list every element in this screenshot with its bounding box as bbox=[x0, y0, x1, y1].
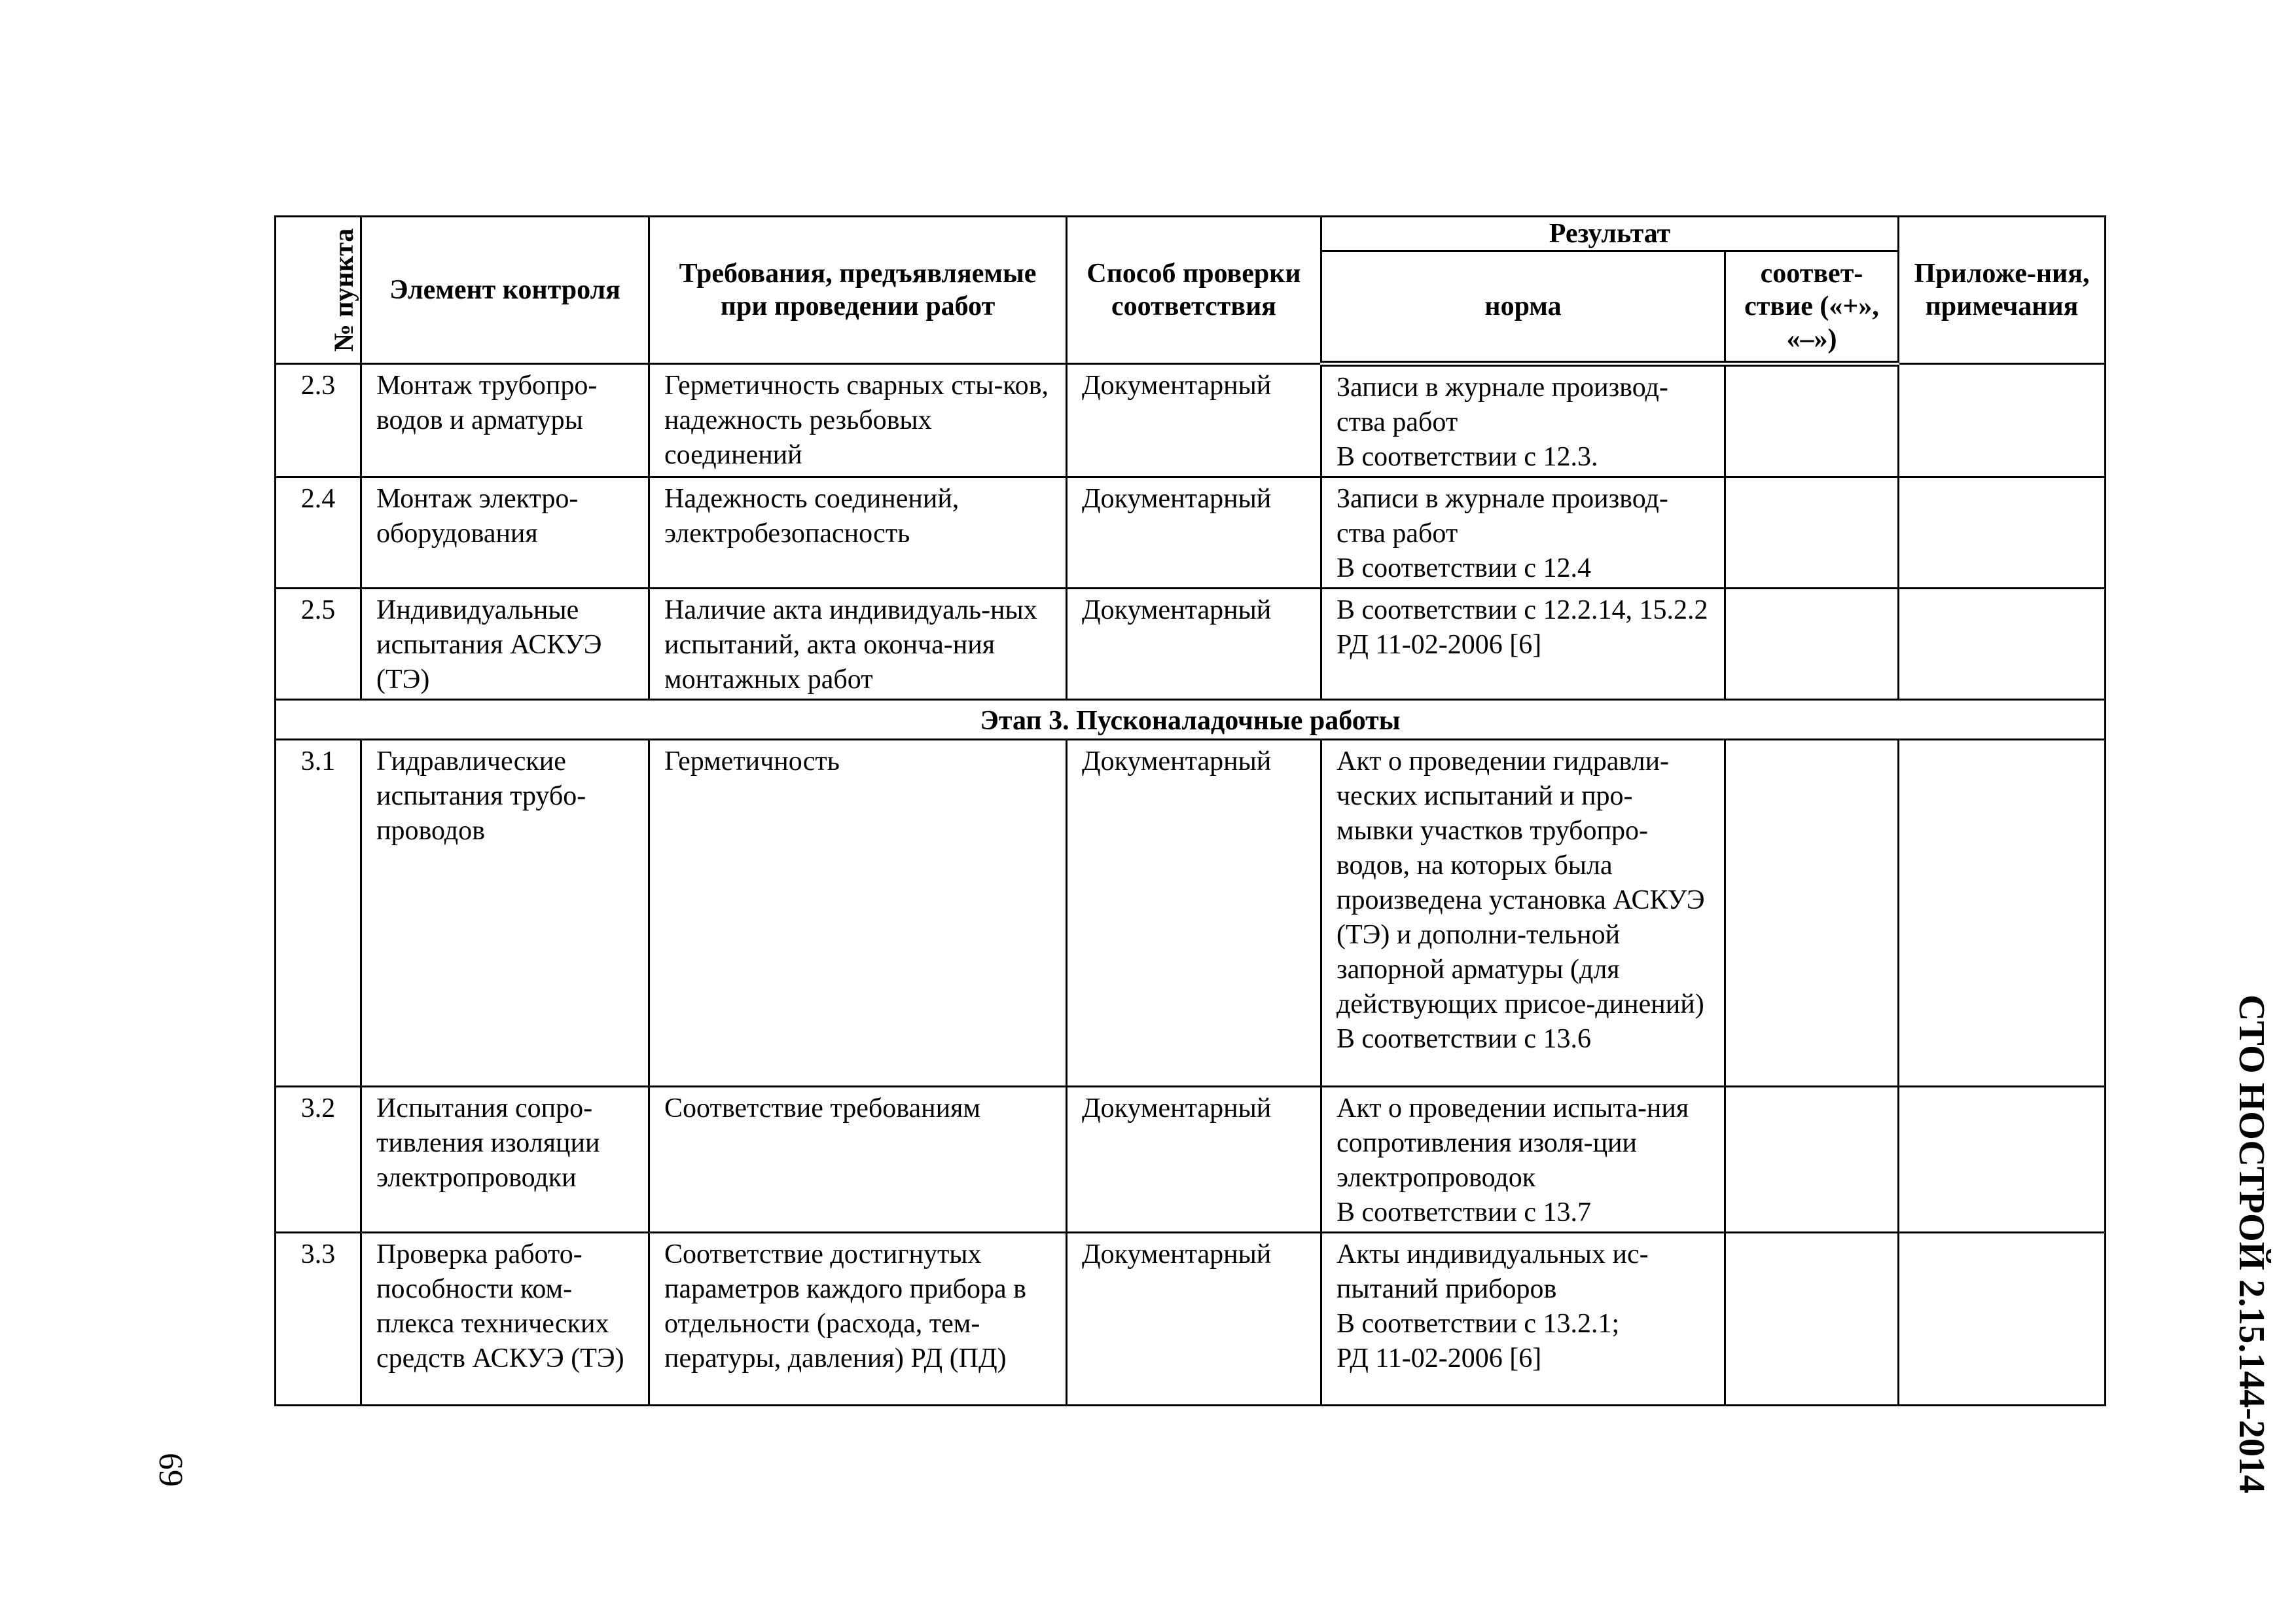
cell-compliance bbox=[1725, 477, 1899, 589]
cell-num: 3.2 bbox=[276, 1087, 361, 1233]
cell-compliance bbox=[1725, 740, 1899, 1087]
table-row bbox=[276, 1087, 2106, 1233]
cell-requirements: Герметичность bbox=[649, 740, 1067, 1087]
cell-method: Документарный bbox=[1067, 740, 1321, 1087]
cell-norm-line: Акт о проведении гидравли-ческих испытаний и про-мывки участков трубопро-водов, на которых была произведена установка АСКУЭ (ТЭ) и дополни-тельной запорной арматуры (для действующих присое-динений) bbox=[1336, 746, 1705, 1019]
stage-row bbox=[276, 700, 2106, 740]
cell-element: Монтаж трубопро-водов и арматуры bbox=[361, 364, 649, 477]
header-num-label: № пункта bbox=[329, 228, 360, 352]
cell-method: Документарный bbox=[1067, 477, 1321, 589]
cell-norm-line: В соответствии с 12.3. bbox=[1336, 442, 1598, 472]
table-row bbox=[276, 477, 2106, 589]
cell-requirements: Соответствие достигнутых параметров каждого прибора в отдельности (расхода, тем-пературы, давления) РД (ПД) bbox=[649, 1233, 1067, 1406]
cell-norm-line: Записи в журнале производ-ства работ bbox=[1336, 484, 1668, 549]
document-side-title: СТО НОСТРОЙ 2.15.144-2014 bbox=[2231, 994, 2272, 1493]
cell-compliance bbox=[1725, 1087, 1899, 1233]
cell-num: 3.1 bbox=[276, 740, 361, 1087]
cell-norm-line: В соответствии с 12.4 bbox=[1336, 553, 1591, 583]
header-method: Способ проверки соответствия bbox=[1067, 217, 1321, 364]
table-row bbox=[276, 1233, 2106, 1406]
cell-requirements: Соответствие требованиям bbox=[649, 1087, 1067, 1233]
header-result: Результат bbox=[1321, 217, 1899, 251]
cell-norm-line: Записи в журнале производ-ства работ bbox=[1336, 373, 1668, 437]
table-row bbox=[276, 740, 2106, 1087]
header-num bbox=[276, 217, 361, 364]
cell-method: Документарный bbox=[1067, 1087, 1321, 1233]
header-requirements: Требования, предъявляемые при проведении работ bbox=[649, 217, 1067, 364]
cell-norm bbox=[1321, 1087, 1725, 1233]
cell-element: Индивидуальные испытания АСКУЭ (ТЭ) bbox=[361, 589, 649, 700]
cell-norm-line: В соответствии с 13.2.1; bbox=[1336, 1309, 1620, 1339]
cell-norm-line: В соответствии с 12.2.14, 15.2.2 РД 11-02-2006 [6] bbox=[1336, 595, 1708, 660]
cell-norm-line: В соответствии с 13.7 bbox=[1336, 1197, 1591, 1228]
cell-num: 3.3 bbox=[276, 1233, 361, 1406]
cell-element: Монтаж электро-оборудования bbox=[361, 477, 649, 589]
stage-title: Этап 3. Пусконаладочные работы bbox=[276, 700, 2106, 740]
table-row bbox=[276, 589, 2106, 700]
table-row bbox=[276, 364, 2106, 477]
control-table bbox=[274, 215, 2106, 1406]
cell-notes bbox=[1899, 364, 2106, 477]
cell-method: Документарный bbox=[1067, 364, 1321, 477]
header-notes: Приложе-ния, примечания bbox=[1899, 217, 2106, 364]
cell-notes bbox=[1899, 589, 2106, 700]
cell-element: Испытания сопро-тивления изоляции электропроводки bbox=[361, 1087, 649, 1233]
cell-compliance bbox=[1725, 589, 1899, 700]
cell-element: Проверка работо-пособности ком-плекса технических средств АСКУЭ (ТЭ) bbox=[361, 1233, 649, 1406]
cell-requirements: Герметичность сварных сты-ков, надежность резьбовых соединений bbox=[649, 364, 1067, 477]
cell-compliance bbox=[1725, 1233, 1899, 1406]
cell-norm-line: РД 11-02-2006 [6] bbox=[1336, 1343, 1542, 1374]
cell-element: Гидравлические испытания трубо-проводов bbox=[361, 740, 649, 1087]
cell-num: 2.4 bbox=[276, 477, 361, 589]
cell-method: Документарный bbox=[1067, 589, 1321, 700]
cell-norm bbox=[1321, 589, 1725, 700]
header-compliance: соответ-ствие («+», «–») bbox=[1725, 251, 1899, 364]
cell-notes bbox=[1899, 1233, 2106, 1406]
cell-norm-line: Акты индивидуальных ис-пытаний приборов bbox=[1336, 1239, 1649, 1304]
header-element: Элемент контроля bbox=[361, 217, 649, 364]
cell-compliance bbox=[1725, 364, 1899, 477]
cell-norm bbox=[1321, 740, 1725, 1087]
page-number: 69 bbox=[152, 1453, 189, 1487]
cell-requirements: Наличие акта индивидуаль-ных испытаний, акта оконча-ния монтажных работ bbox=[649, 589, 1067, 700]
cell-requirements: Надежность соединений, электробезопасность bbox=[649, 477, 1067, 589]
cell-num: 2.3 bbox=[276, 364, 361, 477]
cell-method: Документарный bbox=[1067, 1233, 1321, 1406]
header-norm: норма bbox=[1321, 251, 1725, 364]
cell-norm bbox=[1321, 364, 1725, 477]
cell-norm-line: Акт о проведении испыта-ния сопротивления изоля-ции электропроводок bbox=[1336, 1093, 1689, 1193]
cell-norm bbox=[1321, 477, 1725, 589]
cell-notes bbox=[1899, 477, 2106, 589]
cell-notes bbox=[1899, 740, 2106, 1087]
cell-notes bbox=[1899, 1087, 2106, 1233]
cell-norm-line: В соответствии с 13.6 bbox=[1336, 1024, 1591, 1054]
cell-norm bbox=[1321, 1233, 1725, 1406]
header-row-top bbox=[276, 217, 2106, 251]
table-body bbox=[276, 364, 2106, 1406]
cell-num: 2.5 bbox=[276, 589, 361, 700]
